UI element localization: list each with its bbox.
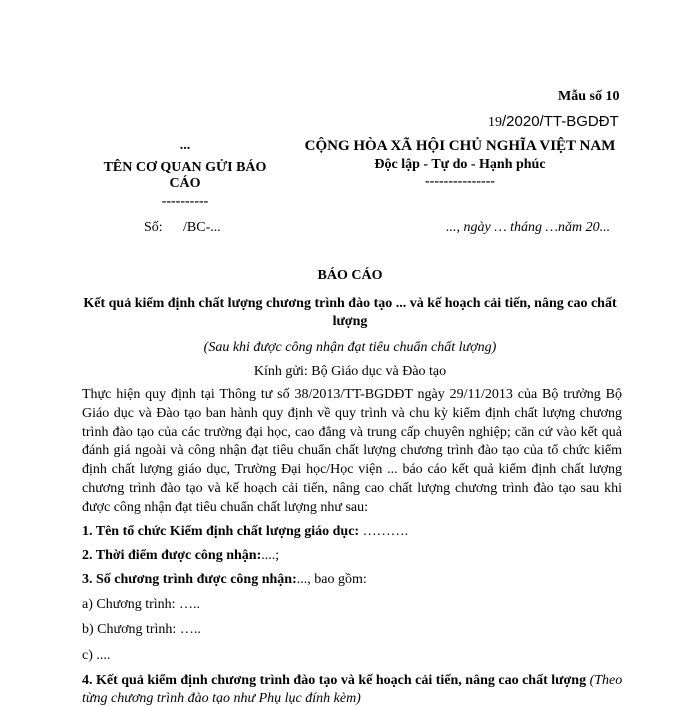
item-4 xyxy=(82,673,622,689)
item-3c: c) .... xyxy=(82,648,111,663)
agency-name-line2: CÁO xyxy=(169,176,201,191)
number-value: /BC-... xyxy=(183,220,221,235)
nation-motto: Độc lập - Tự do - Hạnh phúc xyxy=(374,157,546,172)
item-4-label: 4. Kết quả kiểm định chương trình đào tạo và kế hoạch cải tiến, nâng cao chất lượng xyxy=(82,673,587,688)
circular-suffix: /2020/TT-BGDĐT xyxy=(502,113,619,130)
agency-divider: ---------- xyxy=(161,194,209,209)
item-1-value: ………. xyxy=(359,524,409,539)
report-note: (Sau khi được công nhận đạt tiêu chuẩn chất lượng) xyxy=(203,340,497,355)
item-1 xyxy=(82,524,408,540)
circular-reference xyxy=(488,113,619,131)
report-title: BÁO CÁO xyxy=(317,268,383,283)
agency-dots: ... xyxy=(179,138,191,153)
item-3-value: ..., bao gồm: xyxy=(296,572,367,587)
date-line: ..., ngày … tháng …năm 20... xyxy=(446,220,611,235)
item-2-value: ....; xyxy=(261,548,280,563)
report-subtitle-line2: lượng xyxy=(332,314,368,329)
number-label: Số: xyxy=(144,220,163,235)
report-subtitle-line1: Kết quả kiểm định chất lượng chương trình đào tạo ... và kế hoạch cải tiến, nâng cao chất xyxy=(83,296,617,311)
item-3-label: 3. Số chương trình được công nhận: xyxy=(82,572,297,587)
item-2 xyxy=(82,548,279,564)
item-1-label: 1. Tên tổ chức Kiểm định chất lượng giáo dục: xyxy=(82,524,360,539)
item-2-label: 2. Thời điểm được công nhận: xyxy=(82,548,262,563)
nation-divider: --------------- xyxy=(425,174,495,189)
report-recipient: Kính gửi: Bộ Giáo dục và Đào tạo xyxy=(253,364,447,379)
item-3 xyxy=(82,572,367,588)
circular-prefix: 19 xyxy=(488,115,502,130)
item-3b: b) Chương trình: ….. xyxy=(82,622,201,637)
agency-name-line1: TÊN CƠ QUAN GỬI BÁO xyxy=(103,160,267,175)
nation-title: CỘNG HÒA XÃ HỘI CHỦ NGHĨA VIỆT NAM xyxy=(304,138,616,154)
form-number: Mẫu số 10 xyxy=(558,89,620,104)
item-4-note-line2: từng chương trình đào tạo như Phụ lục đính kèm) xyxy=(82,691,361,706)
item-3a: a) Chương trình: ….. xyxy=(82,597,201,612)
item-4-note-line1: (Theo xyxy=(586,673,623,688)
intro-paragraph: Thực hiện quy định tại Thông tư số 38/2013/TT-BGDĐT ngày 29/11/2013 của Bộ trưởng Bộ Giáo dục và Đào tạo ban hành quy định về quy trình và chu kỳ kiểm định chất lượng chương trình đào tạo của các trường đại học, cao đẳng và trung cấp chuyên nghiệp; căn cứ vào kết quả đánh giá ngoài và công nhận đạt tiêu chuẩn chất lượng chương trình đào tạo của tổ chức kiểm định chất lượng giáo dục, Trường Đại học/Học viện ... báo cáo kết quả kiểm định chất lượng chương trình đào tạo và kế hoạch cải tiến, nâng cao chất lượng chương trình đào tạo sau khi được công nhận đạt tiêu chuẩn chất lượng như sau: xyxy=(82,387,622,515)
